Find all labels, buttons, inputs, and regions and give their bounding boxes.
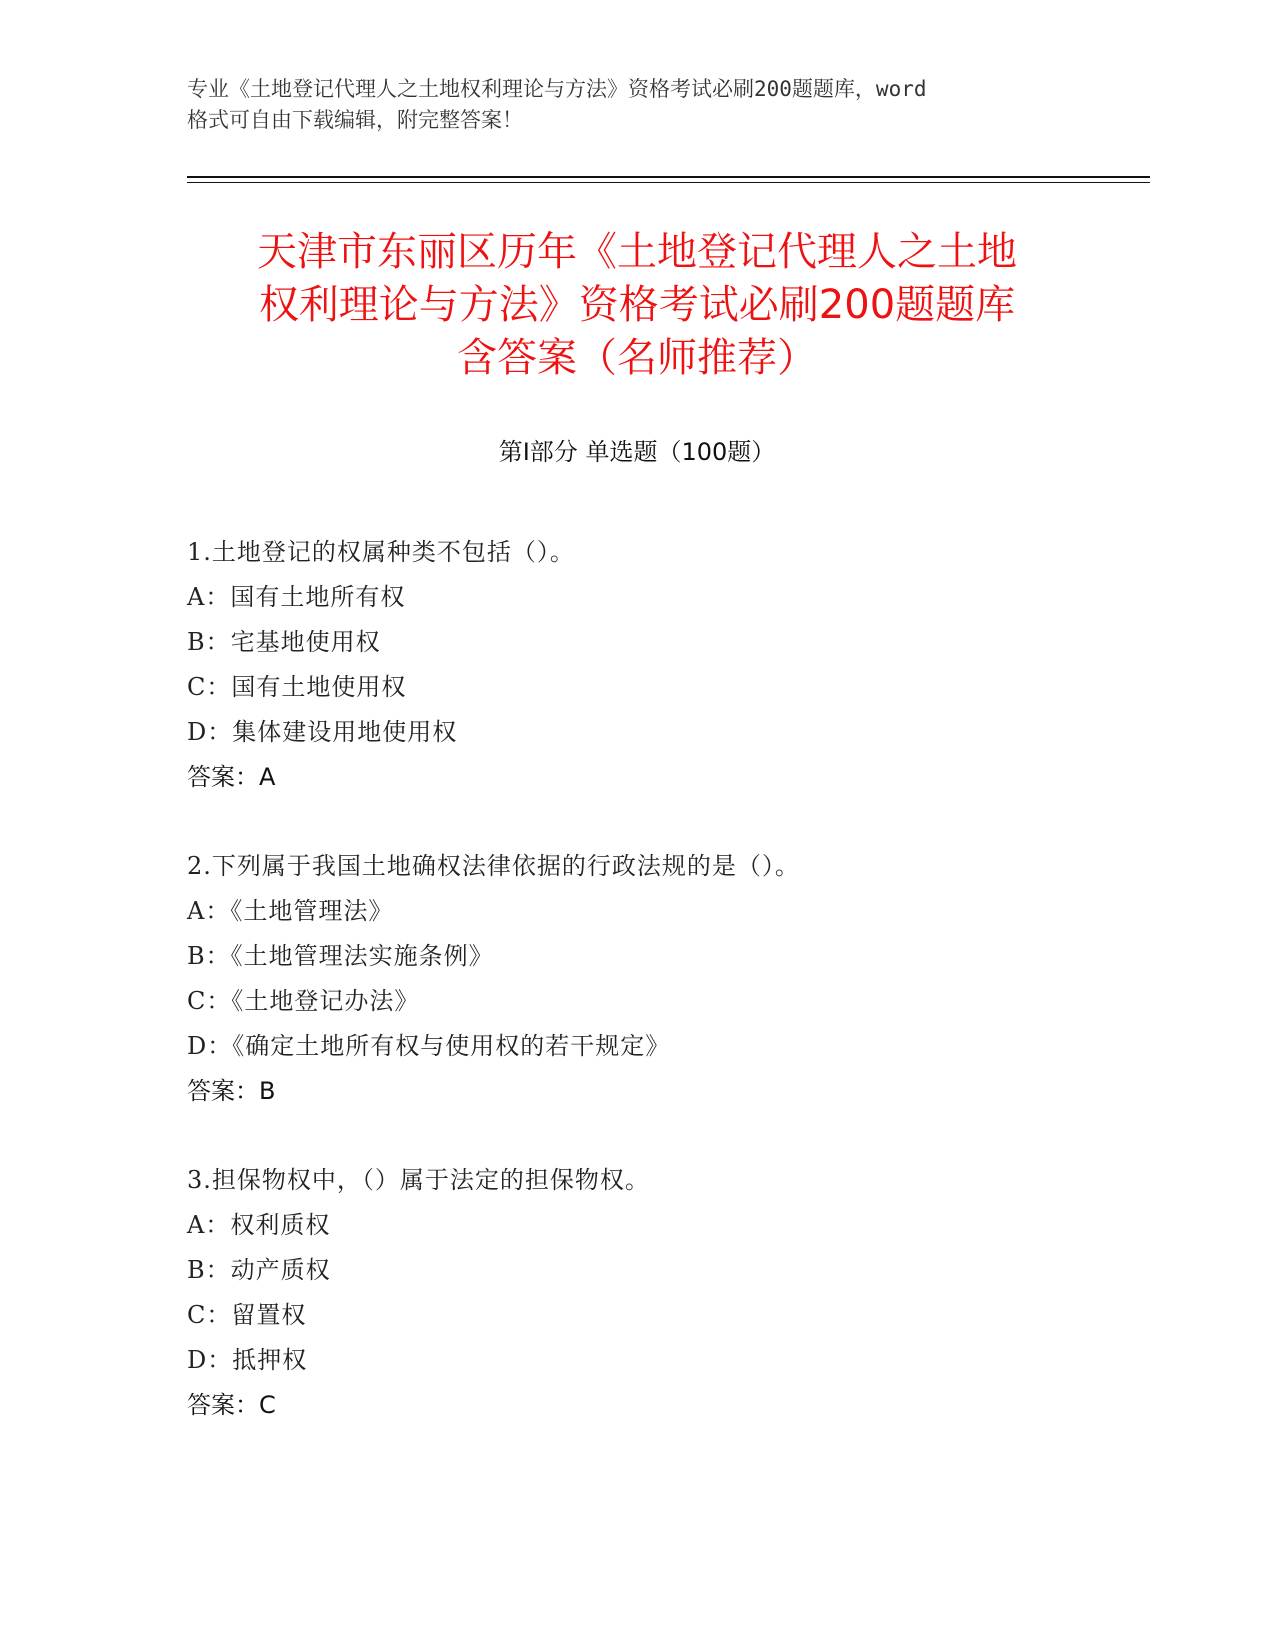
answer: 答案：C bbox=[187, 1391, 276, 1419]
answer: 答案：A bbox=[187, 763, 276, 791]
header-rule-thick bbox=[187, 176, 1150, 178]
option-d: D：集体建设用地使用权 bbox=[187, 718, 458, 746]
section-title: 第Ⅰ部分 单选题（100题） bbox=[498, 438, 776, 466]
document-title-line-3: 含答案（名师推荐） bbox=[457, 335, 817, 381]
question-stem: 1.土地登记的权属种类不包括（）。 bbox=[187, 538, 575, 566]
option-d: D：《确定土地所有权与使用权的若干规定》 bbox=[187, 1032, 671, 1060]
option-a: A：《土地管理法》 bbox=[187, 897, 394, 925]
option-b: B：宅基地使用权 bbox=[187, 628, 381, 656]
question-3 bbox=[187, 1158, 1137, 1428]
question-list bbox=[187, 530, 1137, 1472]
header-note bbox=[187, 74, 1087, 136]
option-a: A：权利质权 bbox=[187, 1211, 331, 1239]
question-stem: 3.担保物权中，（）属于法定的担保物权。 bbox=[187, 1166, 650, 1194]
document-title-line-1: 天津市东丽区历年《土地登记代理人之土地 bbox=[257, 229, 1017, 275]
option-c: C：留置权 bbox=[187, 1301, 307, 1329]
answer: 答案：B bbox=[187, 1077, 276, 1105]
option-d: D：抵押权 bbox=[187, 1346, 308, 1374]
header-note-line-2: 格式可自由下载编辑，附完整答案！ bbox=[187, 108, 523, 132]
header-rule-thin bbox=[187, 182, 1150, 183]
question-stem: 2.下列属于我国土地确权法律依据的行政法规的是（）。 bbox=[187, 852, 800, 880]
document-title-line-2: 权利理论与方法》资格考试必刷200题题库 bbox=[258, 282, 1016, 328]
option-c: C：《土地登记办法》 bbox=[187, 987, 420, 1015]
option-b: B：动产质权 bbox=[187, 1256, 331, 1284]
option-c: C：国有土地使用权 bbox=[187, 673, 407, 701]
option-b: B：《土地管理法实施条例》 bbox=[187, 942, 494, 970]
question-2 bbox=[187, 844, 1137, 1114]
header-note-line-1: 专业《土地登记代理人之土地权利理论与方法》资格考试必刷200题题库，word bbox=[187, 77, 927, 101]
option-a: A：国有土地所有权 bbox=[187, 583, 406, 611]
question-1 bbox=[187, 530, 1137, 800]
document-title bbox=[187, 226, 1087, 385]
